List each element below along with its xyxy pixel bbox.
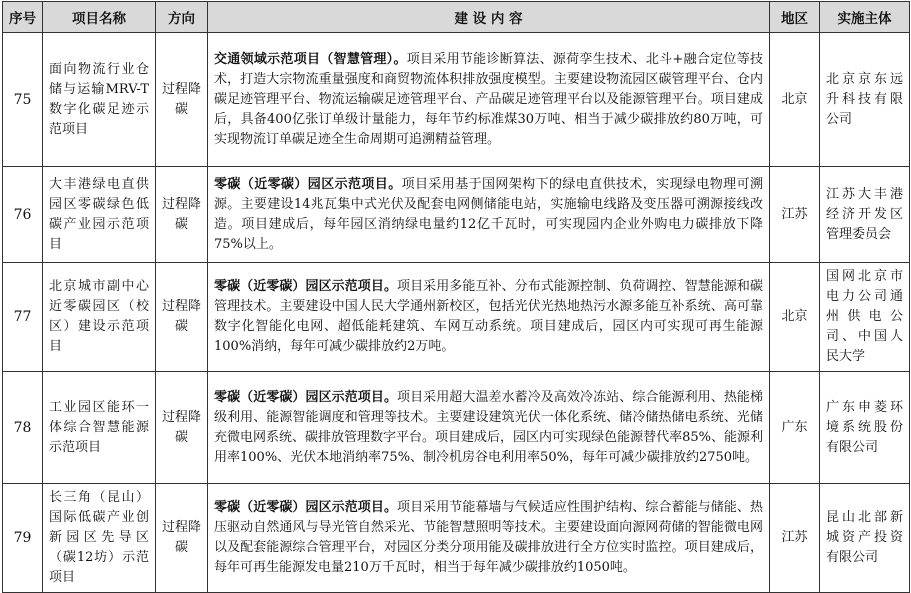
project-content	[208, 263, 770, 372]
table-row	[3, 484, 910, 593]
project-direction: 过程降碳	[156, 167, 208, 263]
project-content	[208, 167, 770, 263]
project-direction: 过程降碳	[156, 33, 208, 167]
content-body: 项目采用多能互补、分布式能源控制、负荷调控、智慧能源和碳管理技术。主要建设中国人民大学通州新校区，包括光伏光热地热污水源多能互补系统、高可靠数字化智能化电网、超低能耗建筑、车网互动系统。项目建成后，园区内可实现可再生能源100%消纳，每年可减少碳排放约2万吨。	[214, 279, 763, 354]
row-num: 77	[3, 263, 43, 372]
content-type: 零碳（近零碳）园区示范项目。	[214, 176, 402, 192]
project-name: 面向物流行业仓储与运输MRV-T数字化碳足迹示范项目	[43, 33, 156, 167]
row-num: 75	[3, 33, 43, 167]
project-name: 北京城市副中心近零碳园区（校区）建设示范项目	[43, 263, 156, 372]
content-type: 零碳（近零碳）园区示范项目。	[214, 279, 398, 294]
project-region: 北京	[770, 263, 820, 372]
content-type: 零碳（近零碳）园区示范项目。	[214, 500, 398, 515]
content-body: 项目采用基于国网架构下的绿电直供技术，实现绿电物理可溯源。主要建设14兆瓦集中式光伏及配套电网侧储能电站，实施输电线路及变压器可溯源接线改造。项目建成后，每年园区消纳绿电量约12亿千瓦时，可实现园内企业外购电力碳排放下降75%以上。	[214, 176, 763, 252]
project-table	[2, 1, 910, 593]
header-region: 地区	[770, 2, 820, 33]
project-content	[208, 372, 770, 484]
row-num: 76	[3, 167, 43, 263]
project-owner: 昆山北部新城资产投资有限公司	[820, 484, 910, 593]
project-content	[208, 33, 770, 167]
project-owner: 广东申菱环境系统股份有限公司	[820, 372, 910, 484]
content-body: 项目采用超大温差水蓄冷及高效冷冻站、综合能源利用、热能梯级利用、能源智能调度和管理等技术。主要建设建筑光伏一体化系统、储冷储热储电系统、光储充微电网系统、碳排放管理数字平台。项目建成后，园区内可实现绿色能源替代率85%、能源利用率100%、光伏本地消纳率75%、制冷机房谷电利用率50%，每年可减少碳排放约2750吨。	[214, 389, 763, 465]
project-owner: 江苏大丰港经济开发区管理委员会	[820, 167, 910, 263]
table-header-row	[3, 2, 910, 33]
content-type: 交通领域示范项目（智慧管理）。	[214, 51, 407, 67]
header-name: 项目名称	[43, 2, 156, 33]
project-name: 工业园区能环一体综合智慧能源示范项目	[43, 372, 156, 484]
project-direction: 过程降碳	[156, 372, 208, 484]
table-row	[3, 167, 910, 263]
header-direction: 方向	[156, 2, 208, 33]
project-owner: 国网北京市电力公司通州供电公司、中国人民大学	[820, 263, 910, 372]
table-row	[3, 263, 910, 372]
project-content	[208, 484, 770, 593]
project-name: 长三角（昆山）国际低碳产业创新园区先导区（碳12坊）示范项目	[43, 484, 156, 593]
project-owner: 北京京东远升科技有限公司	[820, 33, 910, 167]
content-body: 项目采用节能幕墙与气候适应性围护结构、综合蓄能与储能、热压驱动自然通风与导光管自然采光、节能智慧照明等技术。主要建设面向源网荷储的智能微电网以及配套能源综合管理平台，对园区分类分项用能及碳排放进行全方位实时监控。项目建成后，每年可再生能源发电量210万千瓦时，相当于每年减少碳排放约1050吨。	[214, 500, 763, 575]
header-content: 建 设 内 容	[208, 2, 770, 33]
row-num: 78	[3, 372, 43, 484]
content-body: 项目采用节能诊断算法、源荷孪生技术、北斗+融合定位等技术，打造大宗物流重量强度和商贸物流体积排放强度模型。主要建设物流园区碳管理平台、仓内碳足迹管理平台、物流运输碳足迹管理平台、产品碳足迹管理平台以及能源管理平台。项目建成后，具备400亿张订单级计量能力，每年节约标准煤30万吨、相当于减少碳排放约80万吨，可实现物流订单碳足迹全生命周期可追溯精益管理。	[214, 51, 763, 147]
project-region: 江苏	[770, 484, 820, 593]
project-name: 大丰港绿电直供园区零碳绿色低碳产业园示范项目	[43, 167, 156, 263]
content-type: 零碳（近零碳）园区示范项目。	[214, 389, 398, 405]
project-region: 广东	[770, 372, 820, 484]
project-region: 北京	[770, 33, 820, 167]
table-row	[3, 33, 910, 167]
header-owner: 实施主体	[820, 2, 910, 33]
project-direction: 过程降碳	[156, 484, 208, 593]
header-num: 序号	[3, 2, 43, 33]
row-num: 79	[3, 484, 43, 593]
table-row	[3, 372, 910, 484]
project-direction: 过程降碳	[156, 263, 208, 372]
project-region: 江苏	[770, 167, 820, 263]
